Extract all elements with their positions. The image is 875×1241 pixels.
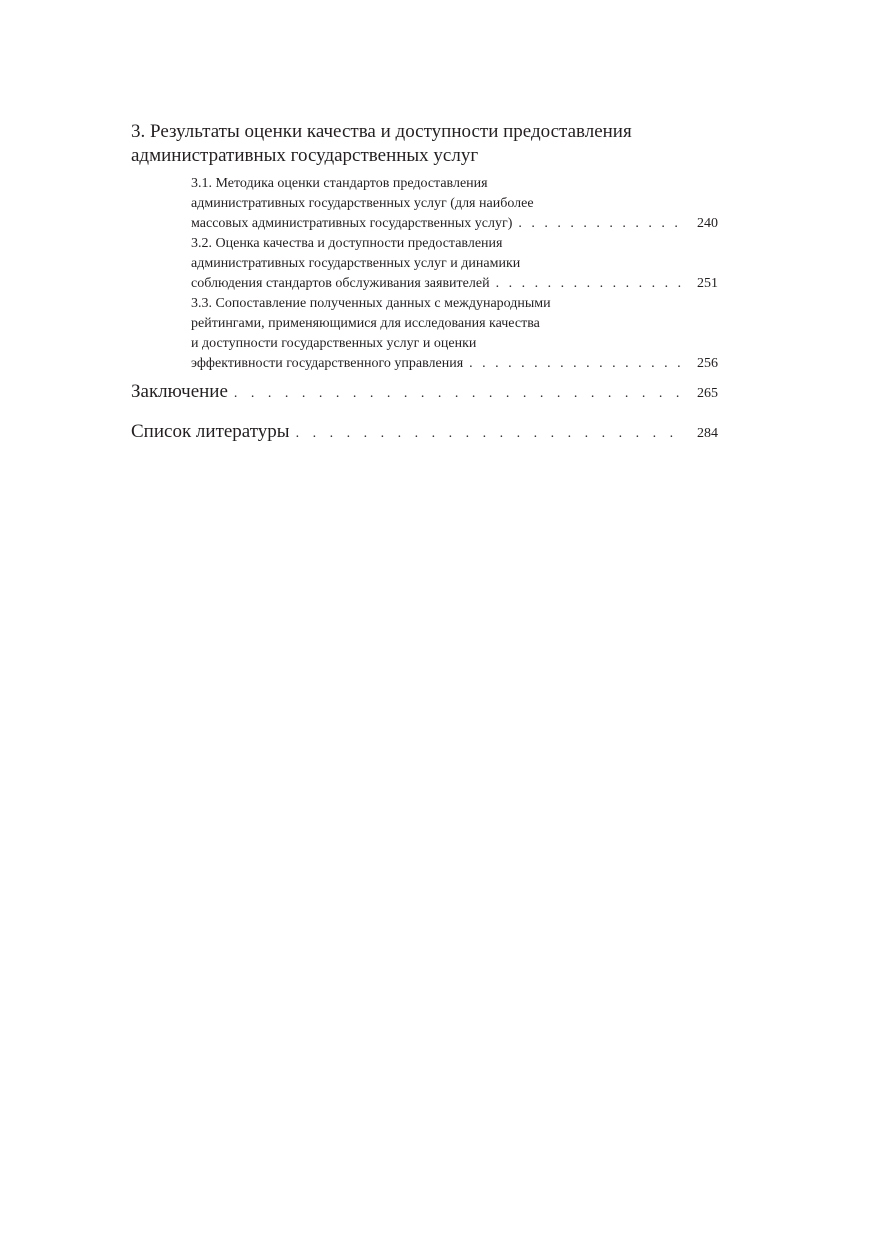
entry-text-line: соблюдения стандартов обслуживания заявителей xyxy=(191,276,490,291)
chapter-title-line: 3. Результаты оценки качества и доступности предоставления xyxy=(131,121,632,142)
toc-entry-3-1[interactable] xyxy=(191,174,718,234)
toc-entry-bibliography[interactable] xyxy=(131,420,718,446)
dot-leader xyxy=(234,382,684,406)
entry-text-line: 3.2. Оценка качества и доступности предоставления xyxy=(191,236,503,251)
chapter-3-sections xyxy=(191,174,718,374)
dot-leader xyxy=(496,274,684,294)
chapter-3-title[interactable] xyxy=(131,120,718,168)
entry-text-line: и доступности государственных услуг и оценки xyxy=(191,336,477,351)
toc-entry-3-3[interactable] xyxy=(191,294,718,374)
toc-entry-conclusion[interactable] xyxy=(131,380,718,406)
page-number: 284 xyxy=(697,426,718,441)
dot-leader xyxy=(518,214,684,234)
page-number: 240 xyxy=(697,216,718,231)
dot-leader xyxy=(296,422,684,446)
page-number: 251 xyxy=(697,276,718,291)
toc-entry-3-2[interactable] xyxy=(191,234,718,294)
dot-leader xyxy=(469,354,684,374)
page-number: 256 xyxy=(697,356,718,371)
table-of-contents xyxy=(131,120,718,446)
entry-title: Заключение xyxy=(131,381,228,402)
entry-text-line: административных государственных услуг и динамики xyxy=(191,256,521,271)
page-number: 265 xyxy=(697,386,718,401)
entry-text-line: 3.1. Методика оценки стандартов предоставления xyxy=(191,176,488,191)
entry-text-line: массовых административных государственных услуг) xyxy=(191,216,513,231)
entry-title: Список литературы xyxy=(131,421,290,442)
chapter-title-line: административных государственных услуг xyxy=(131,145,479,166)
entry-text-line: 3.3. Сопоставление полученных данных с международными xyxy=(191,296,551,311)
entry-text-line: рейтингами, применяющимися для исследования качества xyxy=(191,316,540,331)
entry-text-line: эффективности государственного управления xyxy=(191,356,464,371)
entry-text-line: административных государственных услуг (для наиболее xyxy=(191,196,534,211)
